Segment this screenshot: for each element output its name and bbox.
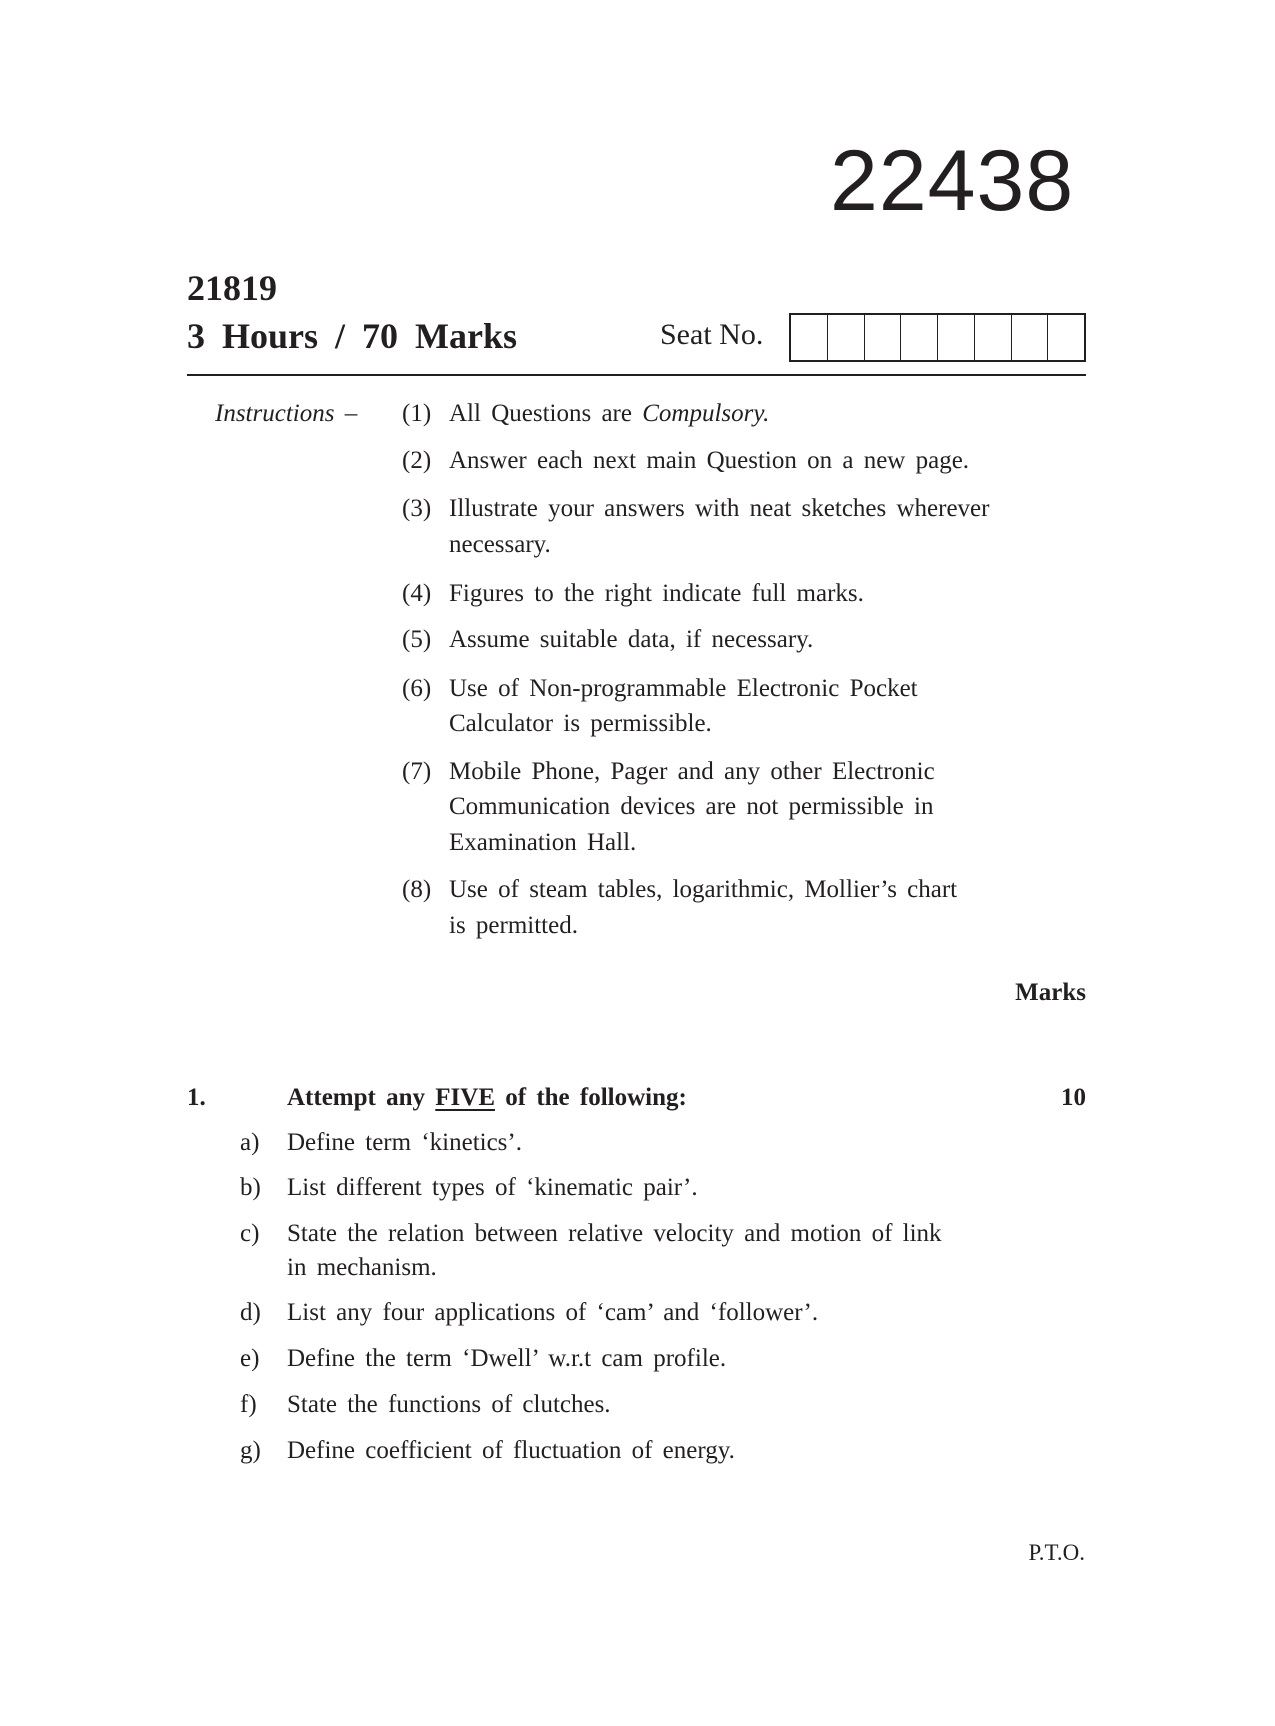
subject-code: 21819 <box>187 268 277 308</box>
seat-box[interactable] <box>975 315 1012 360</box>
instruction-number: (8) <box>402 876 432 903</box>
seat-number-boxes[interactable] <box>789 313 1086 362</box>
question-title <box>287 1085 687 1110</box>
instruction-text: Assume suitable data, if necessary. <box>449 626 814 653</box>
instruction-number: (5) <box>402 626 432 653</box>
part-text: Define term ‘kinetics’. <box>287 1129 522 1156</box>
header-divider <box>187 374 1086 376</box>
instruction-emphasis: Compulsory. <box>642 400 770 427</box>
instruction-number: (4) <box>402 580 432 607</box>
marks-heading: Marks <box>1015 979 1086 1006</box>
part-label: g) <box>240 1437 261 1464</box>
duration-marks: 3 Hours / 70 Marks <box>187 316 518 356</box>
instruction-text: is permitted. <box>449 912 578 939</box>
instruction-number: (6) <box>402 675 432 702</box>
instruction-text: Communication devices are not permissible in <box>449 793 934 820</box>
seat-box[interactable] <box>1012 315 1049 360</box>
part-label: e) <box>240 1345 260 1372</box>
instruction-text: Answer each next main Question on a new page. <box>449 447 970 474</box>
paper-code: 22438 <box>830 133 1075 229</box>
pto-footer: P.T.O. <box>1028 1540 1085 1565</box>
part-label: f) <box>240 1391 257 1418</box>
question-marks: 10 <box>1061 1084 1086 1111</box>
part-text: List any four applications of ‘cam’ and ‘follower’. <box>287 1299 819 1326</box>
title-text: Attempt any <box>287 1084 436 1111</box>
instruction-text: Use of steam tables, logarithmic, Mollier’s chart <box>449 876 958 903</box>
instruction-text-part: All Questions are <box>449 400 643 427</box>
part-text: Define coefficient of fluctuation of energy. <box>287 1437 735 1464</box>
question-number: 1. <box>187 1084 206 1111</box>
instruction-text: Mobile Phone, Pager and any other Electronic <box>449 758 935 785</box>
instruction-text: Examination Hall. <box>449 829 637 856</box>
seat-label: Seat No. <box>660 318 764 351</box>
seat-box[interactable] <box>1048 315 1084 360</box>
instruction-number: (1) <box>402 400 432 427</box>
part-text: State the functions of clutches. <box>287 1391 611 1418</box>
part-text: in mechanism. <box>287 1254 437 1281</box>
seat-box[interactable] <box>901 315 938 360</box>
instruction-text <box>449 401 769 426</box>
seat-box[interactable] <box>791 315 828 360</box>
part-text: State the relation between relative velocity and motion of link <box>287 1220 942 1247</box>
instruction-number: (2) <box>402 447 432 474</box>
part-label: c) <box>240 1220 260 1247</box>
title-emphasis: FIVE <box>435 1084 495 1111</box>
part-text: List different types of ‘kinematic pair’. <box>287 1174 698 1201</box>
instruction-text: Illustrate your answers with neat sketches wherever <box>449 495 990 522</box>
instruction-text: necessary. <box>449 531 551 558</box>
part-text: Define the term ‘Dwell’ w.r.t cam profile. <box>287 1345 727 1372</box>
seat-box[interactable] <box>938 315 975 360</box>
seat-box[interactable] <box>828 315 865 360</box>
instruction-number: (3) <box>402 495 432 522</box>
part-label: a) <box>240 1129 260 1156</box>
instruction-text: Use of Non-programmable Electronic Pocket <box>449 675 918 702</box>
part-label: d) <box>240 1299 261 1326</box>
instructions-label: Instructions – <box>215 400 358 427</box>
part-label: b) <box>240 1174 261 1201</box>
instruction-text: Calculator is permissible. <box>449 710 712 737</box>
seat-box[interactable] <box>865 315 902 360</box>
instruction-number: (7) <box>402 758 432 785</box>
instruction-text: Figures to the right indicate full marks. <box>449 580 864 607</box>
title-text: of the following: <box>495 1084 687 1111</box>
